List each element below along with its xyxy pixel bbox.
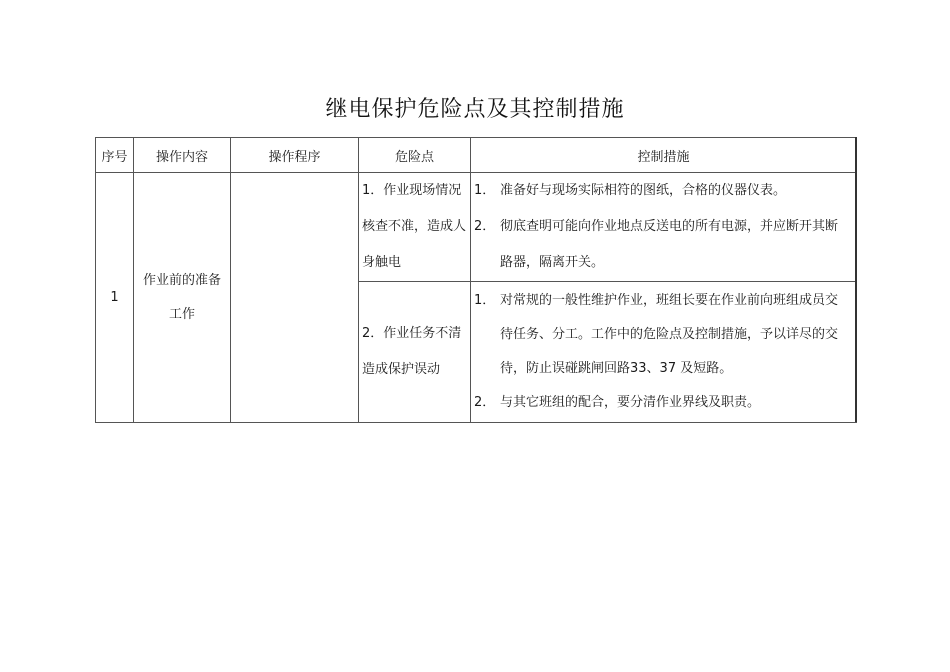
hazard-control-table [95, 137, 857, 423]
measure-text: 与其它班组的配合，要分清作业界线及职责。 [500, 395, 761, 410]
measure-line: 待，防止误碰跳闸回路33、37 及短路。 [500, 361, 733, 376]
row-index: 1 [96, 173, 134, 423]
header-risk: 危险点 [359, 138, 471, 173]
row-operation [134, 173, 231, 423]
risk-line: 1．作业现场情况 [362, 183, 462, 198]
measure-text: 准备好与现场实际相符的图纸，合格的仪器仪表。 [500, 183, 787, 198]
measure-text [500, 284, 856, 386]
measure-line: 彻底查明可能向作业地点反送电的所有电源，并应断开其断 [500, 219, 839, 234]
header-index: 序号 [96, 138, 134, 173]
measure-text [500, 209, 856, 281]
risk-line: 2．作业任务不清 [362, 326, 462, 341]
measure-item [474, 173, 856, 209]
risk-line: 核查不准，造成人 [362, 219, 467, 234]
document-title: 继电保护危险点及其控制措施 [325, 97, 625, 122]
operation-line: 作业前的准备 [142, 272, 221, 288]
measure-number: 2． [474, 395, 496, 410]
measure-line: 待任务、分工。工作中的危险点及控制措施，予以详尽的交 [500, 327, 839, 342]
table-right-border [855, 137, 857, 422]
measure-number: 2． [474, 219, 496, 234]
table-row [96, 173, 857, 282]
measure-number: 1． [474, 183, 496, 198]
risk-cell [359, 173, 471, 282]
risk-line: 造成保护误动 [362, 362, 441, 377]
measure-number: 1． [474, 293, 496, 308]
header-procedure: 操作程序 [231, 138, 359, 173]
measure-line: 对常规的一般性维护作业，班组长要在作业前向班组成员交 [500, 293, 839, 308]
header-row [96, 138, 857, 173]
measure-item [474, 386, 856, 420]
measure-item [474, 209, 856, 281]
header-measures: 控制措施 [471, 138, 857, 173]
measures-cell [471, 282, 857, 423]
operation-line: 工作 [168, 306, 195, 322]
measure-line: 路器，隔离开关。 [500, 255, 605, 270]
header-operation: 操作内容 [134, 138, 231, 173]
measure-item [474, 284, 856, 386]
row-procedure [231, 173, 359, 423]
risk-line: 身触电 [362, 255, 402, 270]
risk-cell [359, 282, 471, 423]
measures-cell [471, 173, 857, 282]
